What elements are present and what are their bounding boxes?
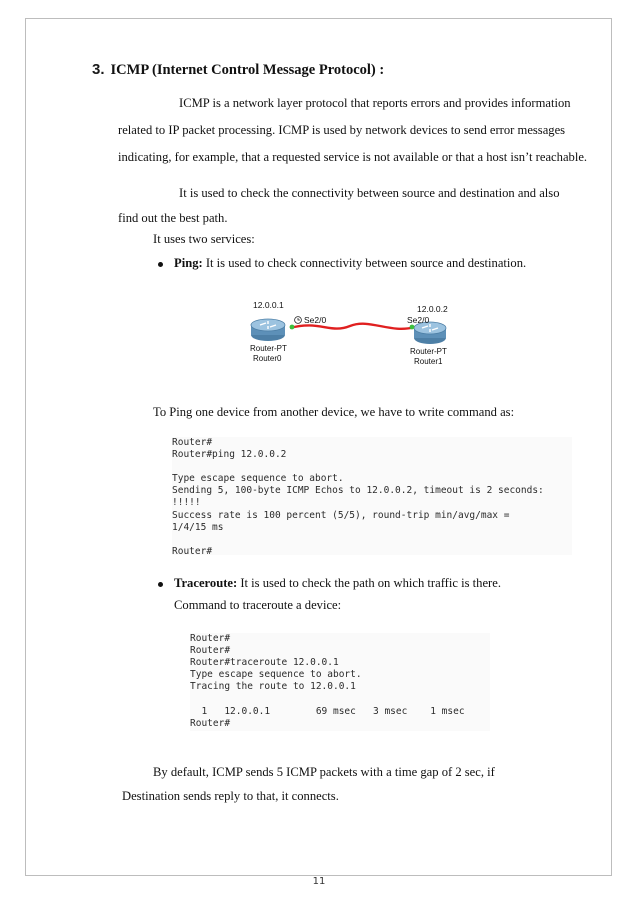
ping-bullet: [174, 256, 526, 271]
router1-icon: [414, 322, 446, 344]
ping-terminal: [172, 437, 572, 555]
page-number: 11: [312, 876, 326, 887]
traceroute-terminal-output: Router# Router# Router#traceroute 12.0.0.1 Type escape sequence to abort. Tracing the route to 12.0.0.1 1 12.0.0.1 69 msec 3 msec 1 msec Router#: [190, 633, 465, 729]
ping-terminal-output: Router# Router#ping 12.0.0.2 Type escape sequence to abort. Sending 5, 100-byte ICMP Echos to 12.0.0.2, timeout is 2 seconds: !!!!! Success rate is 100 percent (5/5), round-trip min/avg/max = 1/4/15 ms Router#: [172, 437, 544, 557]
traceroute-label: Traceroute:: [174, 576, 238, 590]
section-heading: [92, 61, 384, 79]
router0-icon: [251, 319, 285, 341]
router0-ip: 12.0.0.1: [253, 300, 284, 310]
router0-interface: Se2/0: [304, 315, 327, 325]
link-status-right-icon: [410, 325, 415, 330]
traceroute-command-intro: Command to traceroute a device:: [174, 598, 342, 612]
paragraph1-line3: indicating, for example, that a requested service is not available or that a host isn’t reachable.: [118, 150, 588, 164]
router0-type: Router-PT: [250, 344, 287, 353]
router1-name: Router1: [414, 357, 443, 366]
traceroute-text: It is used to check the path on which traffic is there.: [237, 576, 501, 590]
paragraph1-line1: ICMP is a network layer protocol that reports errors and provides information: [179, 96, 571, 110]
closing-line2: Destination sends reply to that, it connects.: [122, 789, 339, 803]
section-title: ICMP (Internet Control Message Protocol) :: [110, 62, 385, 78]
router1-interface: Se2/0: [407, 315, 430, 325]
paragraph2-line3: It uses two services:: [153, 232, 255, 246]
network-diagram: [240, 298, 460, 372]
ping-intro: To Ping one device from another device, we have to write command as:: [153, 405, 515, 419]
ping-text: It is used to check connectivity between source and destination.: [202, 256, 527, 270]
paragraph2-line1: It is used to check the connectivity between source and destination and also: [179, 186, 560, 200]
link-status-left-icon: [290, 325, 295, 330]
traceroute-terminal: [190, 633, 490, 731]
section-number: 3.: [92, 61, 105, 78]
bullet-dot: [158, 262, 163, 267]
paragraph1-line2: related to IP packet processing. ICMP is used by network devices to send error messages: [118, 123, 566, 137]
paragraph2-line2: find out the best path.: [118, 211, 228, 225]
closing-line1: By default, ICMP sends 5 ICMP packets with a time gap of 2 sec, if: [153, 765, 495, 779]
clock-icon: [295, 317, 302, 324]
bullet-dot: [158, 582, 163, 587]
router0-name: Router0: [253, 354, 282, 363]
router1-ip: 12.0.0.2: [417, 304, 448, 314]
ping-label: Ping:: [174, 256, 203, 270]
router1-type: Router-PT: [410, 347, 447, 356]
traceroute-bullet: [174, 576, 501, 591]
